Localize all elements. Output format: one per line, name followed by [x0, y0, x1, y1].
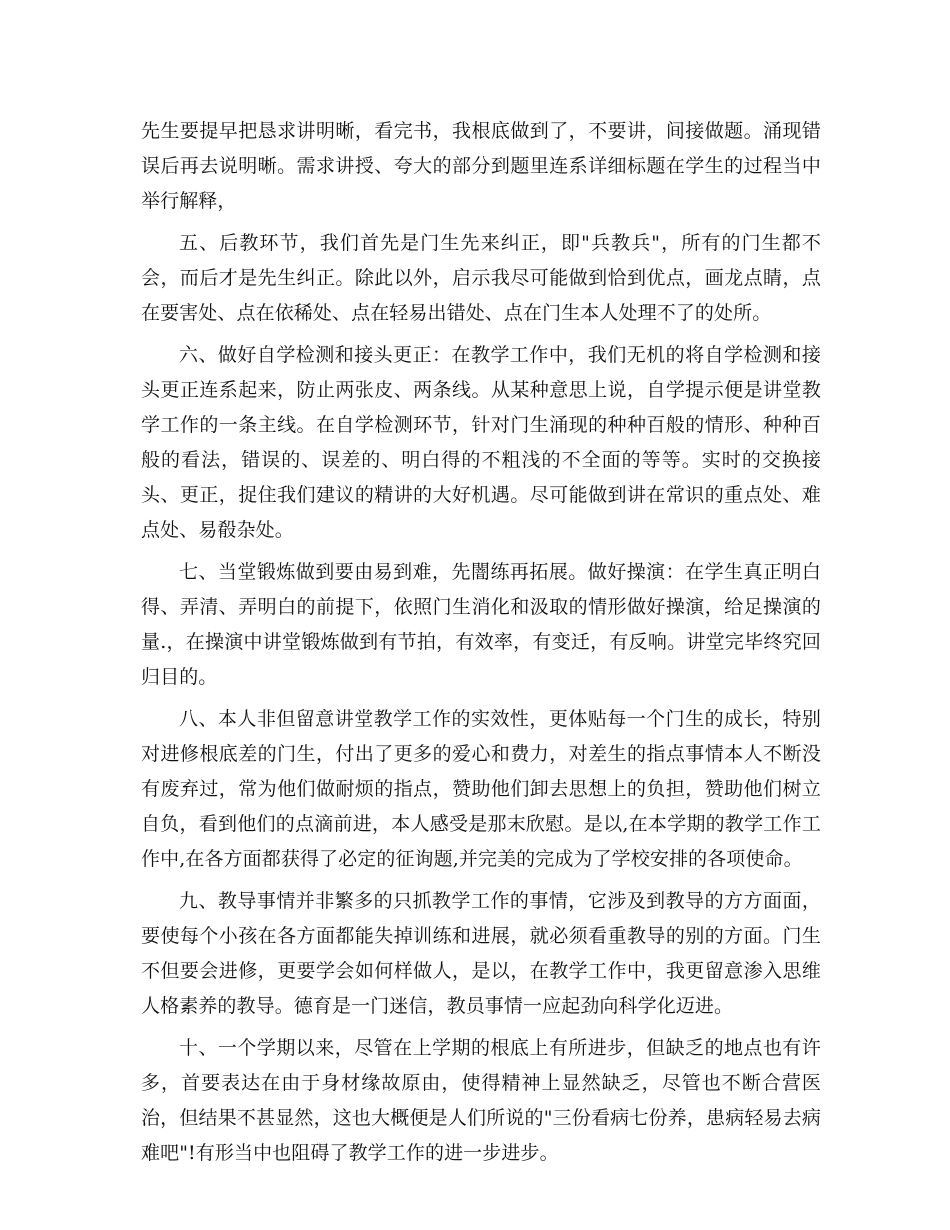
paragraph-nine: 九、教导事情并非繁多的只抓教学工作的事情，它涉及到教导的方方面面，要使每个小孩在各方面都能失掉训练和进展，就必须看重教导的别的方面。门生不但要会进修，更要学会如何样做人，是以，在教学工作中，我更留意渗入思维人格素养的教导。德育是一门迷信，教员事情一应起劲向科学化迈进。	[141, 890, 821, 1017]
document-body	[141, 114, 821, 1178]
paragraph-five: 五、后教环节，我们首先是门生先来纠正，即"兵教兵"，所有的门生都不会，而后才是先生纠正。除此以外，启示我尽可能做到恰到优点，画龙点睛，点在要害处、点在依稀处、点在轻易出错处、点在门生本人处理不了的处所。	[141, 232, 821, 324]
paragraph-eight: 八、本人非但留意讲堂教学工作的实效性，更体贴每一个门生的成长，特别对进修根底差的门生，付出了更多的爱心和费力，对差生的指点事情本人不断没有废弃过，常为他们做耐烦的指点，赞助他们卸去思想上的负担，赞助他们树立自负，看到他们的点滴前进，本人感受是那末欣慰。是以,在本学期的教学工作工作中,在各方面都获得了必定的征询题,并完美的完成为了学校安排的各项使命。	[141, 708, 821, 870]
paragraph-intro-continuation: 先生要提早把恳求讲明晰，看完书，我根底做到了，不要讲，间接做题。涌现错误后再去说明晰。需求讲授、夸大的部分到题里连系详细标题在学生的过程当中举行解释，	[141, 120, 821, 212]
paragraph-ten: 十、一个学期以来，尽管在上学期的根底上有所进步，但缺乏的地点也有许多，首要表达在由于身材缘故原由，使得精神上显然缺乏，尽管也不断合营医治，但结果不甚显然，这也大概便是人们所说的"三份看病七份养，患病轻易去病难吧"!有形当中也阻碍了教学工作的进一步进步。	[141, 1037, 821, 1164]
paragraph-seven: 七、当堂锻炼做到要由易到难，先闇练再拓展。做好操演：在学生真正明白得、弄清、弄明白的前提下，依照门生消化和汲取的情形做好操演，给足操演的量.，在操演中讲堂锻炼做到有节拍，有效率，有变迁，有反响。讲堂完毕终究回归目的。	[141, 561, 821, 688]
paragraph-six: 六、做好自学检测和接头更正：在教学工作中，我们无机的将自学检测和接头更正连系起来，防止两张皮、两条线。从某种意思上说，自学提示便是讲堂教学工作的一条主线。在自学检测环节，针对门生涌现的种种百般的情形、种种百般的看法，错误的、误差的、明白得的不粗浅的不全面的等等。实时的交换接头、更正，捉住我们建议的精讲的大好机遇。尽可能做到讲在常识的重点处、难点处、易殽杂处。	[141, 344, 821, 541]
